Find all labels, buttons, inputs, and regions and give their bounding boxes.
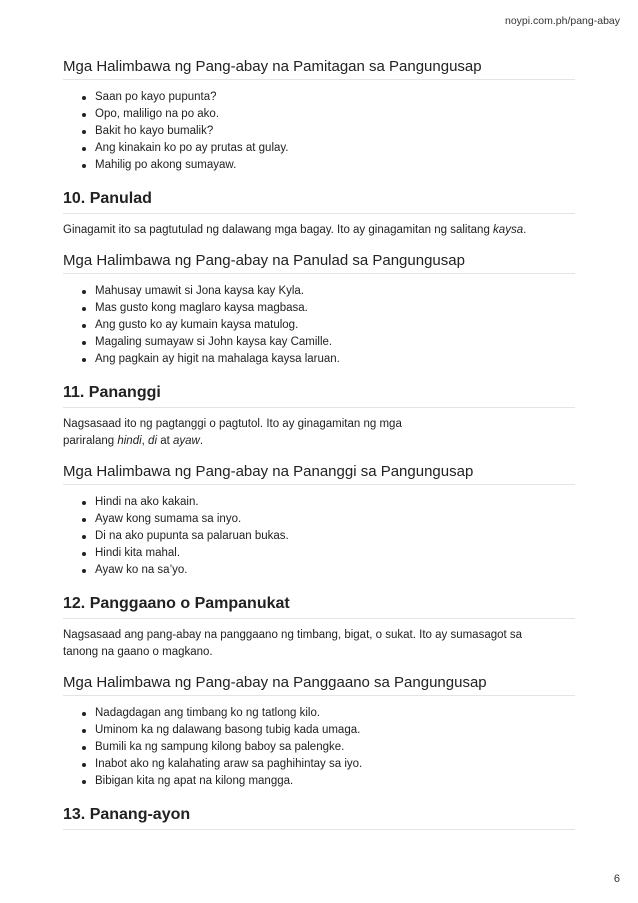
list-item: Mas gusto kong maglaro kaysa magbasa. (95, 300, 575, 317)
list-item: Hindi na ako kakain. (95, 494, 575, 511)
panulad-examples-list (63, 283, 575, 368)
list-item: Bibigan kita ng apat na kilong mangga. (95, 773, 575, 790)
pamitagan-examples-heading: Mga Halimbawa ng Pang-abay na Pamitagan sa Pangungusap (63, 58, 575, 80)
pananggi-description: Nagsasaad ito ng pagtanggi o pagtutol. Ito ay ginagamitan ng mga pariralang hindi, di at ayaw. (63, 418, 402, 447)
panulad-examples-heading: Mga Halimbawa ng Pang-abay na Panulad sa Pangungusap (63, 252, 575, 274)
list-item: Magaling sumayaw si John kaysa kay Camille. (95, 334, 575, 351)
list-item: Mahusay umawit si Jona kaysa kay Kyla. (95, 283, 575, 300)
panggaano-examples-heading: Mga Halimbawa ng Pang-abay na Panggaano sa Pangungusap (63, 674, 575, 696)
panggaano-examples-list (63, 705, 575, 790)
list-item: Uminom ka ng dalawang basong tubig kada umaga. (95, 722, 575, 739)
page-number: 6 (613, 873, 620, 885)
page-url: noypi.com.ph/pang-abay (505, 15, 620, 27)
list-item: Ang pagkain ay higit na mahalaga kaysa laruan. (95, 351, 575, 368)
pananggi-examples-list (63, 494, 575, 579)
list-item: Ayaw ko na sa’yo. (95, 562, 575, 579)
list-item: Saan po kayo pupunta? (95, 89, 575, 106)
pananggi-heading: 11. Pananggi (63, 384, 575, 408)
list-item: Bumili ka ng sampung kilong baboy sa palengke. (95, 739, 575, 756)
list-item: Ang gusto ko ay kumain kaysa matulog. (95, 317, 575, 334)
panang-ayon-heading: 13. Panang-ayon (63, 806, 575, 830)
list-item: Nadagdagan ang timbang ko ng tatlong kilo. (95, 705, 575, 722)
list-item: Di na ako pupunta sa palaruan bukas. (95, 528, 575, 545)
list-item: Hindi kita mahal. (95, 545, 575, 562)
list-item: Ayaw kong sumama sa inyo. (95, 511, 575, 528)
panulad-heading: 10. Panulad (63, 190, 575, 214)
list-item: Mahilig po akong sumayaw. (95, 157, 575, 174)
list-item: Ang kinakain ko po ay prutas at gulay. (95, 140, 575, 157)
list-item: Bakit ho kayo bumalik? (95, 123, 575, 140)
panggaano-heading: 12. Panggaano o Pampanukat (63, 595, 575, 619)
pamitagan-examples-list (63, 89, 575, 174)
panggaano-description: Nagsasaad ang pang-abay na panggaano ng timbang, bigat, o sukat. Ito ay sumasagot sa tanong na gaano o magkano. (63, 629, 523, 658)
pananggi-examples-heading: Mga Halimbawa ng Pang-abay na Pananggi sa Pangungusap (63, 463, 575, 485)
panulad-description: Ginagamit ito sa pagtutulad ng dalawang mga bagay. Ito ay ginagamitan ng salitang kaysa. (63, 224, 527, 236)
list-item: Opo, maliligo na po ako. (95, 106, 575, 123)
list-item: Inabot ako ng kalahating araw sa paghihintay sa iyo. (95, 756, 575, 773)
document-body (63, 58, 575, 830)
